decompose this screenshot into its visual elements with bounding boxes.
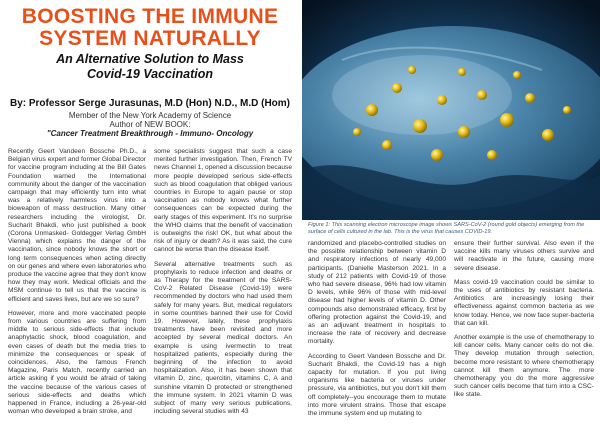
paragraph: ensure their further survival. Also even if the vaccine kills many viruses others survive and will reactivate in the future, causing more severe disease. [454, 240, 594, 272]
paragraph: Several alternative treatments such as prophylaxis to reduce infection and deaths or as Therapy for the treatment of the SARS-CoV-2 Related Disease (Covid-19) were recommended by doctors who had used them safely for many years. But, medical regulators in some countries banned their use for Covid 19. However, lately, these prophylaxis treatments have been revisited and more accepted by several medical doctors. An example is using ivermectin to treat hospitalized patients, especially during the beginning of the infection to avoid hospitalization. Also, it has been shown that vitamin D, zinc, quercitin, vitamins C, A and sunshine vitamin D protected or strengthened the immune system. In 2021 vitamin D was subject of many very serious publications, including several studies with 43 [154, 260, 292, 416]
title-line-2: SYSTEM NATURALLY [39, 27, 261, 50]
paragraph: some specialists suggest that such a case merited further investigation. Then, French TV news Channel 1, opened a discussion because more people developed serious side-effects such as blood coagulation that obliged various countries in Europe to again pause or stop vaccination as nobody knows what further consequences can be expected during the early stages of this experiment. It's no surprise the WHO claims that the benefit of vaccination is outweighs the risk! OK, but what about the risk of injury or death? As it was said, the cure cannot be worse than the disease itself. [154, 148, 292, 254]
paragraph: Mass covid-19 vaccination could be similar to the uses of antibiotics by resistant bacteria. Antibiotics are increasingly losing their effectiveness against common bacteria as we know today. Hence, we now face super-bacteria that can kill. [454, 278, 594, 327]
author-membership: Member of the New York Academy of Science [68, 111, 232, 120]
virus-micrograph-image [302, 0, 600, 220]
right-column-2 [454, 240, 594, 424]
paragraph: Another example is the use of chemotherapy to kill cancer cells. Many cancer cells do not die. They develop mutation through selection, become more resistant to where chemotherapy cannot kill them anymore. The more chemotherapy you do the more aggressive such cancer cells become that turn into a CSC-like state. [454, 334, 594, 399]
subtitle-line-2: Covid-19 Vaccination [87, 67, 213, 81]
author-of-label: Author of NEW BOOK: [109, 120, 191, 129]
left-column-1 [8, 148, 146, 424]
paragraph: randomized and placebo-controlled studies on the possible relationship between vitamin D and respiratory infections of nearly 49,000 participants. (Danielle Masterson 2021. In a study of 212 patients with Covid-19 of those who had severe disease, 96% had low vitamin D levels, while 96% of those with mid-level disease had higher levels of vitamin D. Other compounds also demonstrated efficacy, first by offering protection against the Covid-19, and as an adjuvant treatment in hospitals to increase the rate of recovery and decrease mortality. [308, 240, 446, 346]
paragraph: Recently Geert Vandeen Bossche Ph.D., a Belgian virus expert and former Global Director for vaccine program including at the Bill Gates Foundation warned the International community about the danger of the vaccination campaign that may efficiently turn into what was a relatively harmless virus into a bioweapon of mass destruction. Many other researchers including the virologist, Dr. Sucharit Bhakdi, who just published a book (Corona Unmasked- Goldegger Verlag GmbH Vienna) which explains the danger of the vaccination, since nobody knows the short or long term consequences when acting directly on our genes and where even laboratories who produce the vaccine agree that they don't know how they may work. Medical officials and the MSM continue to tell us that the vaccine is efficient and saves lives, but are we so sure? [8, 148, 146, 303]
author-byline: By: Professor Serge Jurasunas, M.D (Hon) N.D., M.D (Hom) [9, 98, 291, 109]
micrograph-illustration [302, 0, 600, 220]
figure-caption: Figure 1: This scanning electron microscope image shows SARS-CoV-2 (round gold objects) emerging from the surface of cells cultured in the lab. This is the virus that causes COVID-19. [308, 222, 585, 235]
left-column-2 [154, 148, 292, 424]
subtitle-line-1: An Alternative Solution to Mass [56, 52, 244, 66]
book-title: "Cancer Treatment Breakthrough - Immuno- Oncology [46, 129, 254, 138]
article-subtitle [0, 52, 300, 82]
article-title [0, 6, 300, 50]
right-column-1 [308, 240, 446, 424]
paragraph: However, more and more vaccinated people from various countries are suffering from middle to serious side-effects that include anaphylactic shock, blood coagulation, and even cases of death but the media tries to minimize the consequences or speak of coincidences. Also, the famous French Magazine, Paris Match, recently carried an article asking if you would be afraid of taking the vaccine because of the various cases of serious side-effects and deaths which happened in France, including a 26-year-old woman who developed a brain stroke, and [8, 309, 146, 416]
paragraph: According to Geert Vandeen Bossche and Dr. Sucharit Bhakdi, the Covid-19 has a high capacity for mutation. If you put living organisms like bacteria or viruses under pressure, via antibiotics, but you don't kill them off completely--you encourage them to mutate into more virulent strains. Those that escape the immune system end up mutating to [308, 352, 446, 418]
title-line-1: BOOSTING THE IMMUNE [21, 5, 279, 28]
